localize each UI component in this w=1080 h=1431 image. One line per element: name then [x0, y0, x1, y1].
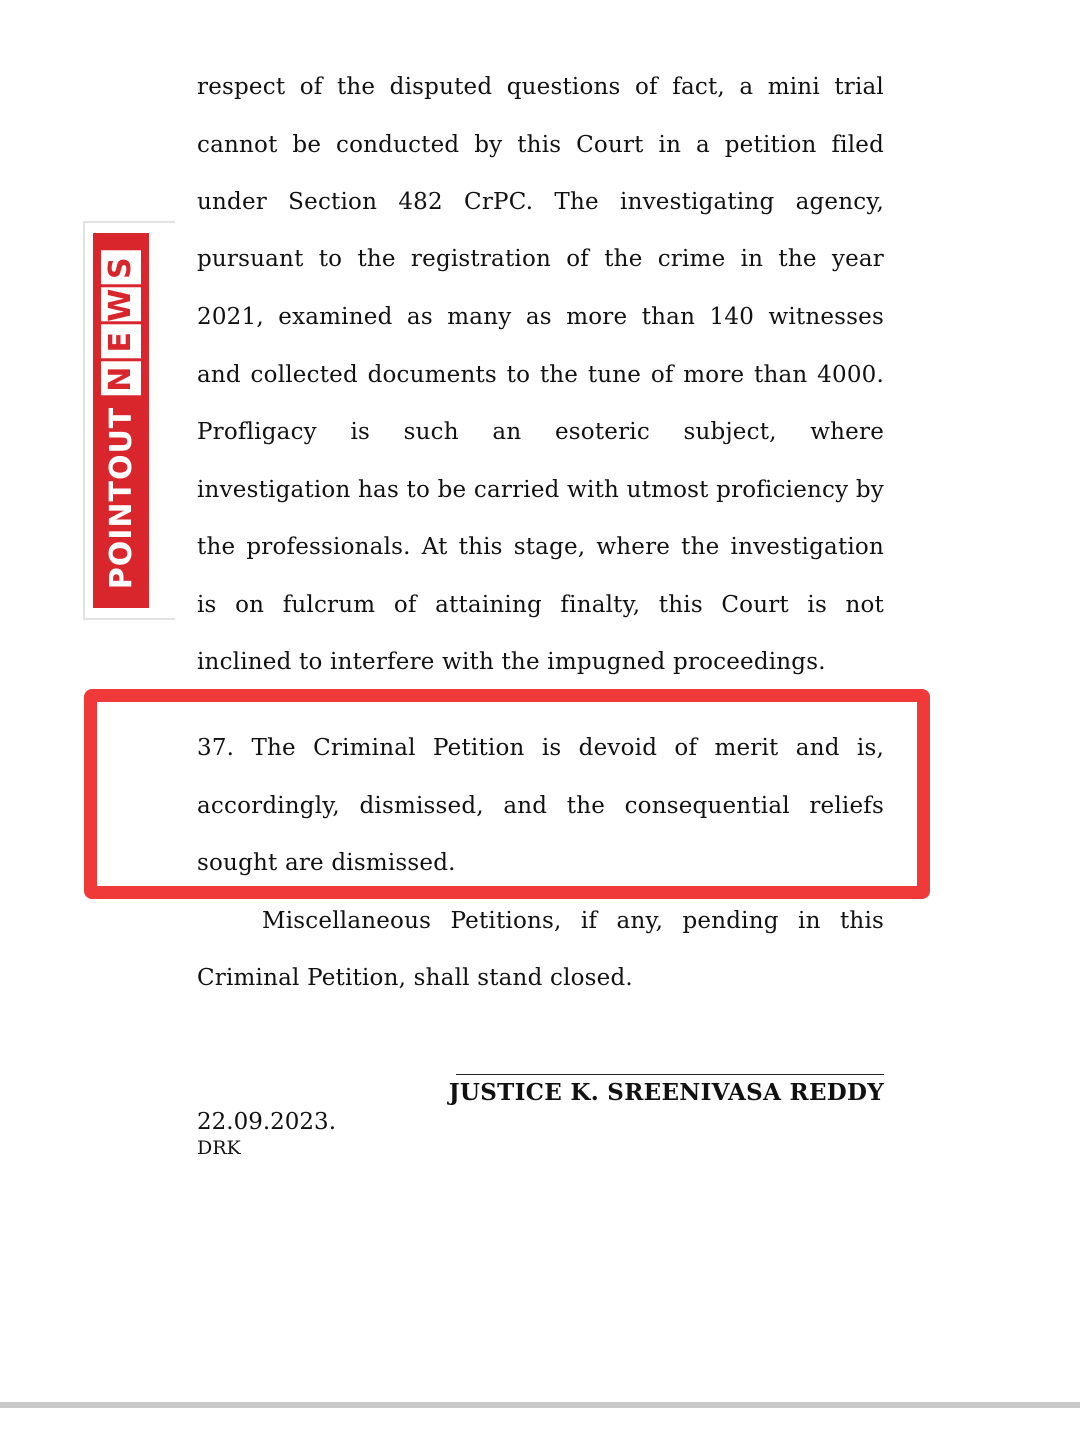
text-line: Miscellaneous Petitions, if any, pending in this — [262, 908, 884, 934]
text-line: sought are dismissed. — [197, 850, 456, 876]
text-line: investigation has to be carried with utmost proficiency by — [197, 477, 884, 503]
text-line: Criminal Petition, shall stand closed. — [197, 965, 633, 991]
logo-text — [101, 251, 141, 590]
judgment-date: 22.09.2023. — [197, 1109, 336, 1135]
text-line: pursuant to the registration of the crime in the year — [197, 246, 884, 272]
logo-letter-w: W — [101, 288, 141, 322]
logo-letter-e: E — [101, 325, 141, 359]
text-line: and collected documents to the tune of more than 4000. — [197, 362, 884, 388]
logo-letter-s: S — [101, 251, 141, 285]
text-line: cannot be conducted by this Court in a petition filed — [197, 132, 884, 158]
text-line: is on fulcrum of attaining finalty, this Court is not — [197, 592, 884, 618]
logo-letter-n: N — [101, 362, 141, 396]
bottom-divider — [0, 1402, 1080, 1408]
text-line: under Section 482 CrPC. The investigating agency, — [197, 189, 884, 215]
logo-red-band — [93, 233, 149, 608]
signature-rule — [456, 1074, 884, 1075]
pointout-news-logo — [83, 221, 175, 620]
text-line: the professionals. At this stage, where the investigation — [197, 534, 884, 560]
logo-brand: POINTOUT — [103, 406, 139, 590]
text-line: inclined to interfere with the impugned proceedings. — [197, 649, 826, 675]
text-line: 37. The Criminal Petition is devoid of merit and is, — [197, 735, 884, 761]
logo-news-letters — [101, 251, 141, 399]
text-line: respect of the disputed questions of fact, a mini trial — [197, 74, 884, 100]
judge-signature: JUSTICE K. SREENIVASA REDDY — [448, 1079, 884, 1106]
text-line: 2021, examined as many as more than 140 witnesses — [197, 304, 884, 330]
text-line: accordingly, dismissed, and the consequential reliefs — [197, 793, 884, 819]
typist-initials: DRK — [197, 1137, 241, 1159]
text-line: Profligacy is such an esoteric subject, where — [197, 419, 884, 445]
